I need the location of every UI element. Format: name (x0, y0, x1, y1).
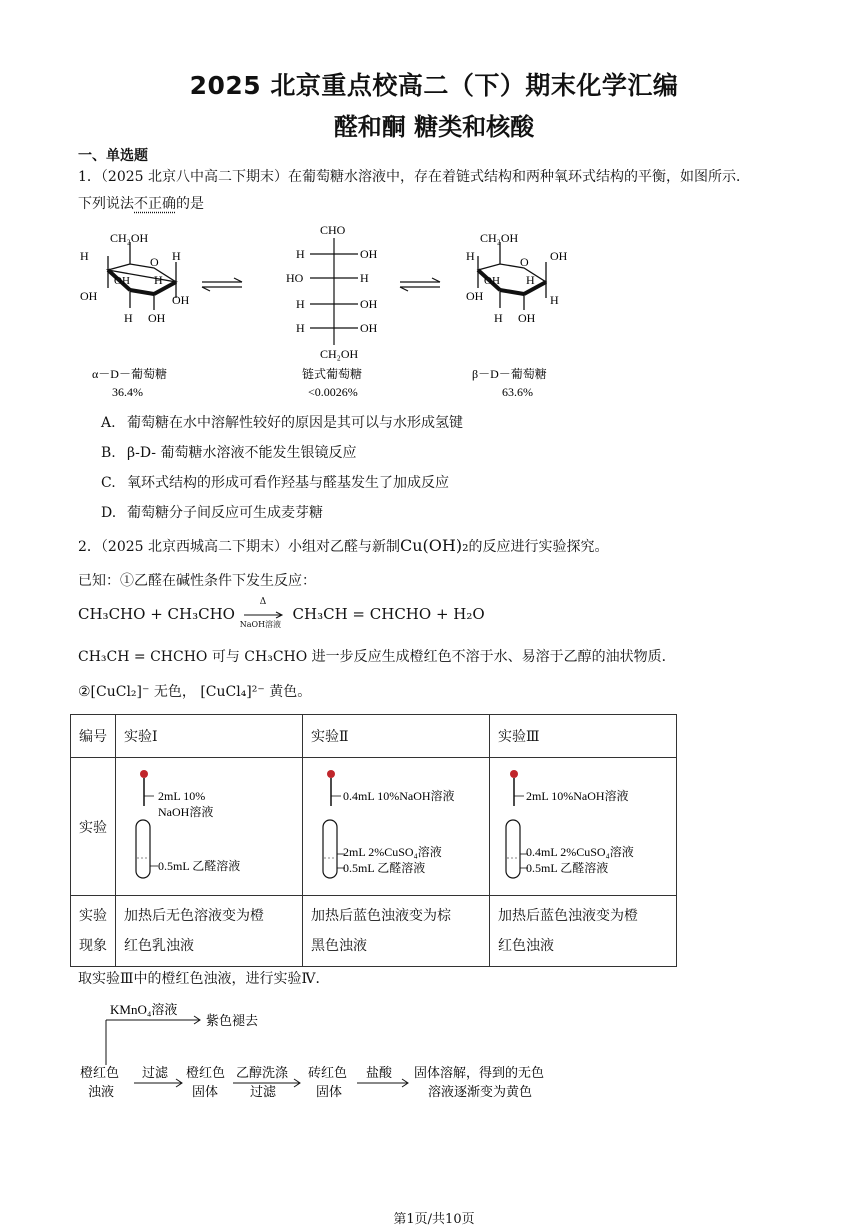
chain-ho: HO (286, 271, 304, 285)
alpha-oh2: OH (80, 289, 98, 303)
svg-text:0.4mL 2%CuSO₄溶液: 0.4mL 2%CuSO₄溶液 (526, 844, 634, 859)
svg-text:2mL 10%NaOH溶液: 2mL 10%NaOH溶液 (526, 788, 629, 803)
alpha-h2: H (172, 249, 181, 263)
beta-percent: 63.6% (502, 385, 533, 399)
page-footer: 第1页/共10页 (393, 1212, 475, 1227)
beta-oh3: OH (466, 289, 484, 303)
chain-percent: <0.0026% (308, 385, 358, 399)
page-title: 2025 北京重点校高二（下）期末化学汇编 (189, 71, 679, 100)
chain-cho: CHO (320, 223, 346, 237)
table-header-cell: 实验Ⅱ (303, 715, 490, 758)
svg-text:橙红色: 橙红色 (80, 1065, 120, 1080)
table-row-phenomena (71, 896, 677, 967)
chain-name: 链式葡萄糖 (302, 367, 363, 381)
alpha-name: α－D－葡萄糖 (92, 367, 167, 381)
svg-text:0.5mL 乙醛溶液: 0.5mL 乙醛溶液 (526, 860, 609, 875)
alpha-ch2oh: CH₂OH (110, 231, 149, 245)
chain-ch2oh: CH₂OH (320, 347, 359, 361)
svg-text:盐酸: 盐酸 (366, 1065, 393, 1080)
chain-h4: H (296, 321, 305, 335)
reaction-equation: CH₃CHO + CH₃CHO Δ NaOH溶液 CH₃CH = CHCHO + H₂O (78, 597, 485, 629)
svg-text:0.5mL 乙醛溶液: 0.5mL 乙醛溶液 (158, 858, 241, 873)
chain-h3: H (296, 297, 305, 311)
reaction-arrow: Δ NaOH溶液 (239, 597, 282, 629)
experiment-3-diagram (498, 760, 668, 890)
row-label: 实验 现象 (71, 896, 116, 967)
option-d: D. 葡萄糖分子间反应可生成麦芽糖 (101, 505, 323, 521)
svg-text:固体: 固体 (192, 1084, 219, 1099)
phenomenon-1: 加热后无色溶液变为橙 红色乳浊液 (116, 896, 303, 967)
svg-text:过滤: 过滤 (142, 1065, 169, 1080)
experiment-4-flowchart (78, 995, 598, 1110)
beta-h4: H (494, 311, 503, 325)
svg-text:KMnO₄溶液: KMnO₄溶液 (110, 1002, 178, 1017)
table-header-row (71, 715, 677, 758)
chain-oh3: OH (360, 321, 378, 335)
alpha-percent: 36.4% (112, 385, 143, 399)
svg-text:2mL 10%: 2mL 10% (158, 788, 206, 803)
svg-text:溶液逐渐变为黄色: 溶液逐渐变为黄色 (428, 1084, 533, 1099)
glucose-equilibrium-figure (70, 220, 590, 405)
option-a: A. 葡萄糖在水中溶解性较好的原因是其可以与水形成氢键 (101, 415, 463, 431)
beta-name: β－D－葡萄糖 (472, 367, 547, 381)
row-label: 实验 (71, 758, 116, 896)
alpha-h1: H (80, 249, 89, 263)
beta-h3: H (550, 293, 559, 307)
known-condition: 已知：①乙醛在碱性条件下发生反应： (78, 573, 316, 589)
beta-oh2: OH (484, 275, 500, 287)
chain-oh2: OH (360, 297, 378, 311)
beta-h1: H (466, 249, 475, 263)
table-header-cell: 实验Ⅰ (116, 715, 303, 758)
alpha-oh3: OH (172, 293, 190, 307)
experiment-2-setup (303, 758, 490, 896)
alpha-h3: H (154, 273, 163, 287)
table-header-cell: 实验Ⅲ (490, 715, 677, 758)
beta-ch2oh: CH₂OH (480, 231, 519, 245)
experiment-table (70, 714, 677, 967)
svg-text:紫色褪去: 紫色褪去 (206, 1013, 259, 1028)
question-1-stem-line2: 下列说法不正确的是 (78, 196, 204, 212)
chain-h1: H (296, 247, 305, 261)
chain-h2: H (360, 271, 369, 285)
svg-text:0.4mL 10%NaOH溶液: 0.4mL 10%NaOH溶液 (343, 788, 455, 803)
svg-text:过滤: 过滤 (250, 1084, 277, 1099)
alpha-oh4: OH (148, 311, 166, 325)
beta-oh1: OH (550, 249, 568, 263)
svg-text:橙红色: 橙红色 (186, 1065, 226, 1080)
phenomenon-3: 加热后蓝色浊液变为橙 红色浊液 (490, 896, 677, 967)
svg-text:0.5mL 乙醛溶液: 0.5mL 乙醛溶液 (343, 860, 426, 875)
beta-o: O (520, 255, 529, 269)
option-b: B. β-D- 葡萄糖水溶液不能发生银镜反应 (101, 445, 357, 461)
chain-oh1: OH (360, 247, 378, 261)
note-oily-product: CH₃CH = CHCHO 可与 CH₃CHO 进一步反应生成橙红色不溶于水、易溶于乙醇的油状物质． (78, 649, 676, 665)
option-c: C. 氧环式结构的形成可看作羟基与醛基发生了加成反应 (101, 475, 449, 491)
question-2-stem: 2．（2025 北京西城高二下期末）小组对乙醛与新制Cu(OH)₂的反应进行实验探究。 (78, 536, 609, 555)
question-1-stem: 1．（2025 北京八中高二下期末）在葡萄糖水溶液中，存在着链式结构和两种氧环式结构的平衡，如图所示． (78, 169, 750, 185)
experiment-1-setup (116, 758, 303, 896)
section-heading: 一、单选题 (78, 148, 148, 164)
experiment-1-diagram (124, 760, 294, 890)
alpha-oh1: OH (114, 275, 130, 287)
table-header-cell: 编号 (71, 715, 116, 758)
beta-h2: H (526, 273, 535, 287)
table-row-setup (71, 758, 677, 896)
experiment-4-intro: 取实验Ⅲ中的橙红色浊液，进行实验Ⅳ． (78, 971, 330, 987)
svg-text:NaOH溶液: NaOH溶液 (158, 804, 214, 819)
emphasis-dotted: 不正确 (134, 196, 176, 212)
experiment-3-setup (490, 758, 677, 896)
alpha-h4: H (124, 311, 133, 325)
beta-oh4: OH (518, 311, 536, 325)
phenomenon-2: 加热后蓝色浊液变为棕 黑色浊液 (303, 896, 490, 967)
svg-text:固体: 固体 (316, 1084, 343, 1099)
alpha-o: O (150, 255, 159, 269)
svg-text:2mL 2%CuSO₄溶液: 2mL 2%CuSO₄溶液 (343, 844, 442, 859)
svg-text:固体溶解，得到的无色: 固体溶解，得到的无色 (414, 1065, 545, 1080)
svg-text:砖红色: 砖红色 (308, 1065, 348, 1080)
svg-text:浊液: 浊液 (88, 1084, 115, 1099)
note-copper-complex: ②[CuCl₂]⁻ 无色， [CuCl₄]²⁻ 黄色。 (78, 684, 312, 700)
svg-text:乙醇洗涤: 乙醇洗涤 (236, 1065, 289, 1080)
experiment-2-diagram (311, 760, 481, 890)
page-subtitle: 醛和酮 糖类和核酸 (333, 113, 535, 141)
